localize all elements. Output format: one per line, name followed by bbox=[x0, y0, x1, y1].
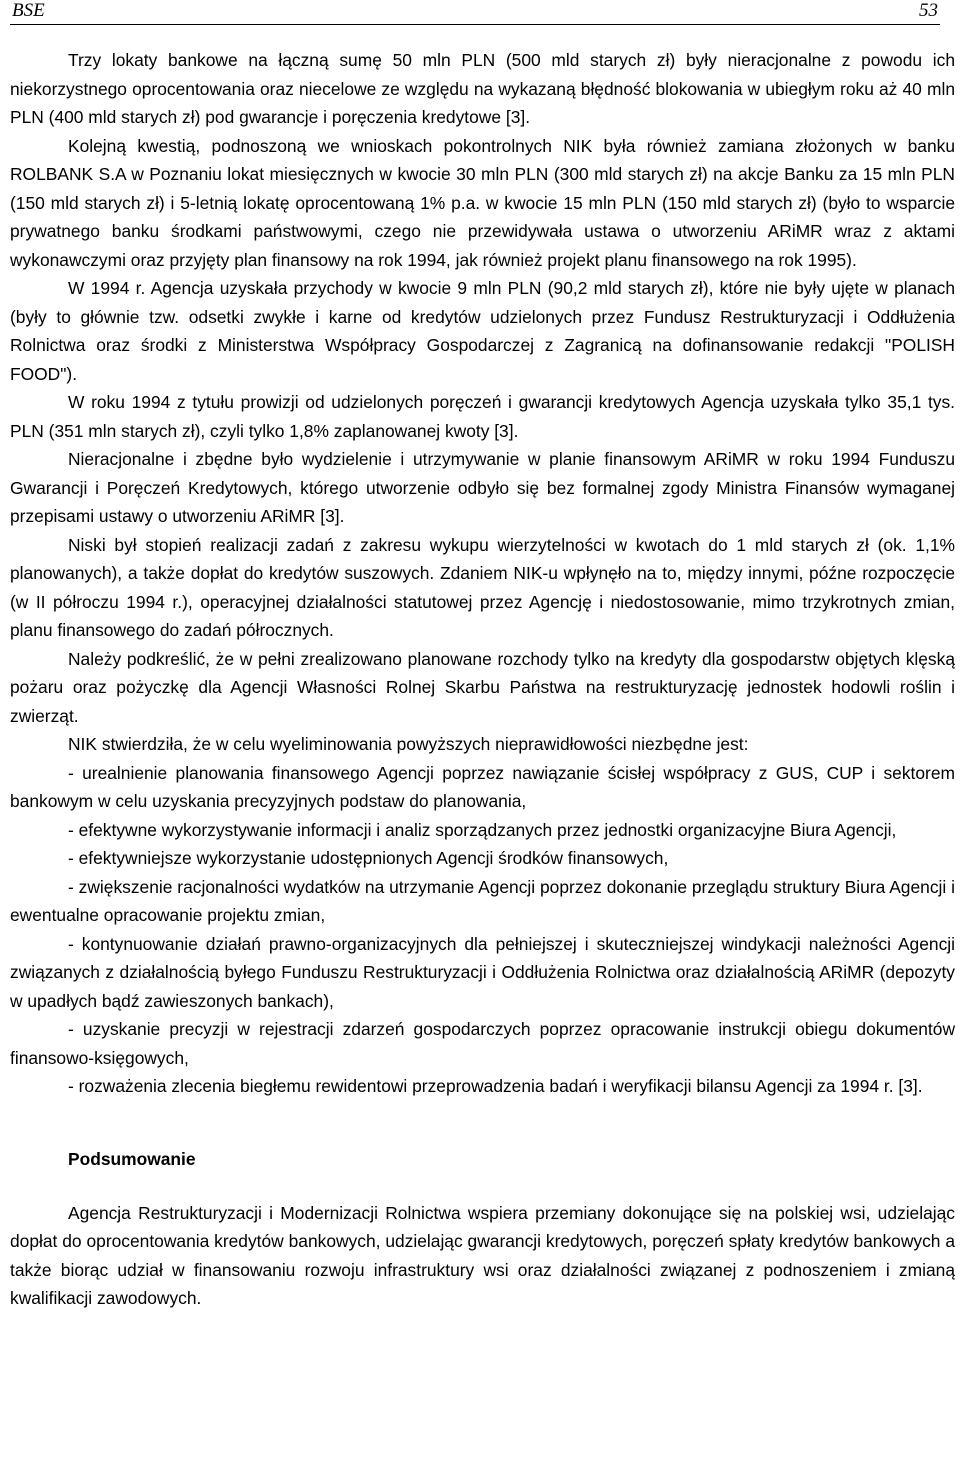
paragraph: Należy podkreślić, że w pełni zrealizowano planowane rozchody tylko na kredyty dla gospodarstw objętych klęską pożaru oraz pożyczkę dla Agencji Własności Rolnej Skarbu Państwa na restrukturyzację jednostek hodowli roślin i zwierząt. bbox=[10, 648, 955, 726]
document-body bbox=[10, 46, 955, 1313]
journal-abbreviation: BSE bbox=[12, 0, 45, 21]
paragraph: Nieracjonalne i zbędne było wydzielenie i utrzymywanie w planie finansowym ARiMR w roku 1994 Funduszu Gwarancji i Poręczeń Kredytowych, którego utworzenie odbyło się bez formalnej zgody Ministra Finansów wymaganej przepisami ustawy o utworzeniu ARiMR [3]. bbox=[10, 449, 955, 526]
list-item: - rozważenia zlecenia biegłemu rewidentowi przeprowadzenia badań i weryfikacji bilansu Agencji za 1994 r. [3]. bbox=[68, 1076, 923, 1096]
section-heading: Podsumowanie bbox=[68, 1148, 196, 1169]
paragraph: Niski był stopień realizacji zadań z zakresu wykupu wierzytelności w kwotach do 1 mld starych zł (ok. 1,1% planowanych), a także dopłat do kredytów suszowych. Zdaniem NIK-u wpłynęło na to, między innymi, późne rozpoczęcie (w II półroczu 1994 r.), operacyjnej działalności statutowej przez Agencję i niedostosowanie, mimo trzykrotnych zmian, planu finansowego do zadań półrocznych. bbox=[10, 534, 955, 640]
paragraph: Trzy lokaty bankowe na łączną sumę 50 mln PLN (500 mld starych zł) były nieracjonalne z powodu ich niekorzystnego oprocentowania oraz niecelowe ze względu na wykazaną błędność blokowania w ubiegłym roku aż 40 mln PLN (400 mld starych zł) pod gwarancje i poręczenia kredytowe [3]. bbox=[10, 50, 955, 127]
list-item: - uzyskanie precyzji w rejestracji zdarzeń gospodarczych poprzez opracowanie instrukcji obiegu dokumentów finansowo-księgowych, bbox=[10, 1019, 955, 1068]
page-header bbox=[10, 0, 940, 25]
page-number: 53 bbox=[919, 0, 938, 21]
paragraph: NIK stwierdziła, że w celu wyeliminowania powyższych nieprawidłowości niezbędne jest: bbox=[68, 734, 749, 754]
summary-paragraph: Agencja Restrukturyzacji i Modernizacji Rolnictwa wspiera przemiany dokonujące się na polskiej wsi, udzielając dopłat do oprocentowania kredytów bankowych, udzielając gwarancji kredytowych, poręczeń spłaty kredytów bankowych a także biorąc udział w finansowaniu rozwoju infrastruktury wsi oraz działalności związanej z podnoszeniem i zmianą kwalifikacji zawodowych. bbox=[10, 1202, 955, 1308]
paragraph: Kolejną kwestią, podnoszoną we wnioskach pokontrolnych NIK była również zamiana złożonych w banku ROLBANK S.A w Poznaniu lokat miesięcznych w kwocie 30 mln PLN (300 mld starych zł) na akcje Banku za 15 mln PLN (150 mld starych zł) i 5-letnią lokatę oprocentowaną 1% p.a. w kwocie 15 mln PLN (150 mld starych zł) (było to wsparcie prywatnego banku środkami państwowymi, czego nie przewidywała ustawa o utworzeniu ARiMR wraz z aktami wykonawczymi oraz przyjęty plan finansowy na rok 1994, jak również projekt planu finansowego na rok 1995). bbox=[10, 135, 955, 270]
list-item: - urealnienie planowania finansowego Agencji poprzez nawiązanie ścisłej współpracy z GUS, CUP i sektorem bankowym w celu uzyskania precyzyjnych podstaw do planowania, bbox=[10, 762, 955, 811]
list-item: - efektywne wykorzystywanie informacji i analiz sporządzanych przez jednostki organizacyjne Biura Agencji, bbox=[68, 819, 897, 840]
list-item: - zwiększenie racjonalności wydatków na utrzymanie Agencji poprzez dokonanie przeglądu struktury Biura Agencji i ewentualne opracowanie projektu zmian, bbox=[10, 876, 955, 925]
list-item: - kontynuowanie działań prawno-organizacyjnych dla pełniejszej i skuteczniejszej windykacji należności Agencji związanych z działalnością byłego Funduszu Restrukturyzacji i Oddłużenia Rolnictwa oraz działalnością ARiMR (depozyty w upadłych bądź zawieszonych bankach), bbox=[10, 933, 955, 1011]
paragraph: W roku 1994 z tytułu prowizji od udzielonych poręczeń i gwarancji kredytowych Agencja uzyskała tylko 35,1 tys. PLN (351 mln starych zł), czyli tylko 1,8% zaplanowanej kwoty [3]. bbox=[10, 392, 955, 441]
paragraph: W 1994 r. Agencja uzyskała przychody w kwocie 9 mln PLN (90,2 mld starych zł), które nie były ujęte w planach (były to głównie tzw. odsetki zwykłe i karne od kredytów udzielonych przez Fundusz Restrukturyzacji i Oddłużenia Rolnictwa oraz środki z Ministerstwa Współpracy Gospodarczej z Zagranicą na dofinansowanie redakcji "POLISH FOOD"). bbox=[10, 278, 955, 384]
list-item: - efektywniejsze wykorzystanie udostępnionych Agencji środków finansowych, bbox=[68, 848, 669, 868]
